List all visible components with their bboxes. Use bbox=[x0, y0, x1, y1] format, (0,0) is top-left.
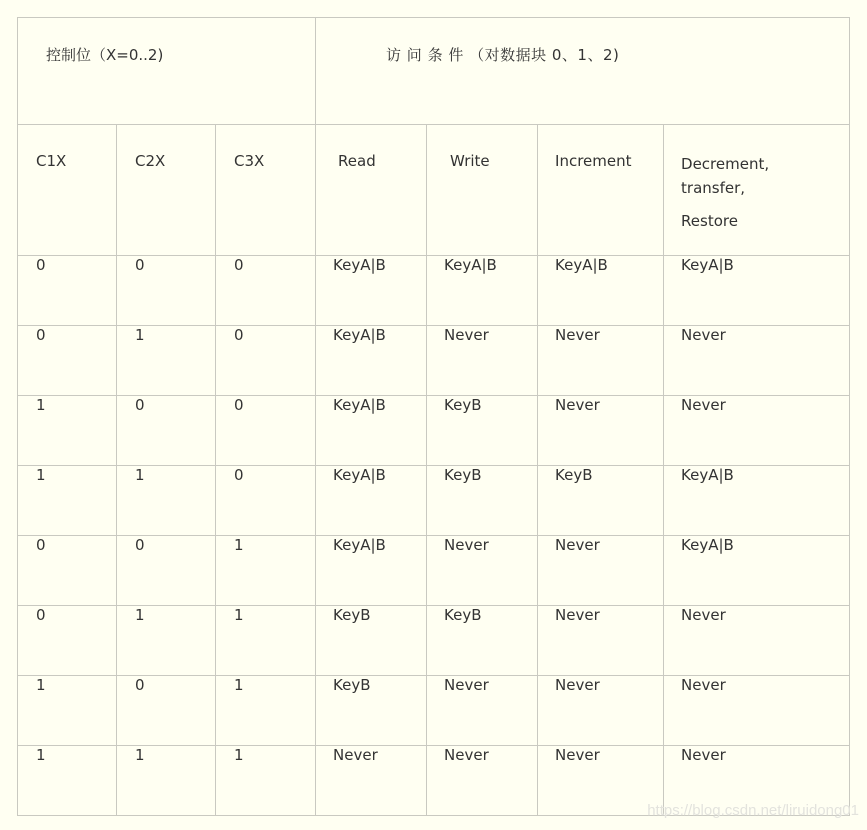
table-cell-c2: 1 bbox=[117, 606, 216, 676]
table-cell-increment: KeyA|B bbox=[538, 256, 664, 326]
table-cell-read: KeyB bbox=[316, 606, 427, 676]
table-body bbox=[18, 256, 850, 816]
table-cell-c1: 0 bbox=[18, 606, 117, 676]
table-cell-c3: 1 bbox=[216, 746, 316, 816]
table-cell-c1: 1 bbox=[18, 676, 117, 746]
watermark: https://blog.csdn.net/liruidong01 bbox=[647, 802, 859, 819]
table-cell-c1: 1 bbox=[18, 396, 117, 466]
table-cell-c3: 0 bbox=[216, 466, 316, 536]
table-row bbox=[18, 536, 850, 606]
table-cell-read: KeyA|B bbox=[316, 256, 427, 326]
table-cell-c1: 0 bbox=[18, 256, 117, 326]
table-cell-decrement: Never bbox=[664, 396, 850, 466]
table-cell-write: Never bbox=[427, 326, 538, 396]
table-cell-write: KeyA|B bbox=[427, 256, 538, 326]
column-header-write: Write bbox=[427, 125, 538, 256]
decrement-label-line3: Restore bbox=[681, 212, 738, 230]
table-cell-write: KeyB bbox=[427, 606, 538, 676]
table-cell-increment: Never bbox=[538, 676, 664, 746]
decrement-label-line1: Decrement, bbox=[681, 155, 770, 173]
table-cell-write: Never bbox=[427, 746, 538, 816]
column-header-read: Read bbox=[316, 125, 427, 256]
table-cell-c2: 1 bbox=[117, 326, 216, 396]
table-cell-c1: 0 bbox=[18, 326, 117, 396]
table-row bbox=[18, 676, 850, 746]
table-cell-read: KeyA|B bbox=[316, 396, 427, 466]
access-conditions-table bbox=[17, 17, 850, 816]
table-cell-read: KeyA|B bbox=[316, 536, 427, 606]
table-cell-write: Never bbox=[427, 536, 538, 606]
table-cell-decrement: Never bbox=[664, 606, 850, 676]
table-cell-decrement: Never bbox=[664, 326, 850, 396]
table-cell-c3: 1 bbox=[216, 606, 316, 676]
table-cell-c2: 0 bbox=[117, 676, 216, 746]
decrement-label-line2: transfer, bbox=[681, 179, 746, 197]
table-cell-write: KeyB bbox=[427, 466, 538, 536]
column-header-c3x: C3X bbox=[216, 125, 316, 256]
table-cell-increment: Never bbox=[538, 536, 664, 606]
table-cell-c2: 0 bbox=[117, 396, 216, 466]
table-cell-increment: Never bbox=[538, 396, 664, 466]
table-row bbox=[18, 396, 850, 466]
table-row bbox=[18, 256, 850, 326]
table-header-row-top bbox=[18, 18, 850, 125]
table-cell-write: KeyB bbox=[427, 396, 538, 466]
table-row bbox=[18, 326, 850, 396]
table-cell-read: KeyA|B bbox=[316, 466, 427, 536]
column-header-increment: Increment bbox=[538, 125, 664, 256]
table-cell-c3: 0 bbox=[216, 326, 316, 396]
column-header-c2x: C2X bbox=[117, 125, 216, 256]
column-header-decrement bbox=[664, 125, 850, 256]
table-cell-read: KeyB bbox=[316, 676, 427, 746]
table-cell-c1: 1 bbox=[18, 466, 117, 536]
table-cell-read: KeyA|B bbox=[316, 326, 427, 396]
table-cell-c1: 0 bbox=[18, 536, 117, 606]
table-row bbox=[18, 466, 850, 536]
table-cell-increment: Never bbox=[538, 746, 664, 816]
table-cell-c3: 1 bbox=[216, 536, 316, 606]
table-cell-decrement: Never bbox=[664, 746, 850, 816]
column-header-c1x: C1X bbox=[18, 125, 117, 256]
table-cell-decrement: KeyA|B bbox=[664, 466, 850, 536]
table-cell-write: Never bbox=[427, 676, 538, 746]
table-cell-c3: 0 bbox=[216, 256, 316, 326]
table-cell-increment: KeyB bbox=[538, 466, 664, 536]
table-cell-c2: 0 bbox=[117, 256, 216, 326]
table-cell-decrement: KeyA|B bbox=[664, 536, 850, 606]
table-cell-c2: 1 bbox=[117, 746, 216, 816]
table-cell-c2: 1 bbox=[117, 466, 216, 536]
table-cell-c2: 0 bbox=[117, 536, 216, 606]
table-cell-increment: Never bbox=[538, 326, 664, 396]
table-cell-increment: Never bbox=[538, 606, 664, 676]
table-cell-decrement: Never bbox=[664, 676, 850, 746]
table-row bbox=[18, 606, 850, 676]
table-header-row-columns bbox=[18, 125, 850, 256]
access-conditions-header: 访 问 条 件 （对数据块 0、1、2) bbox=[316, 18, 850, 125]
table-cell-c1: 1 bbox=[18, 746, 117, 816]
table-cell-decrement: KeyA|B bbox=[664, 256, 850, 326]
table-cell-c3: 1 bbox=[216, 676, 316, 746]
table-cell-c3: 0 bbox=[216, 396, 316, 466]
table-cell-read: Never bbox=[316, 746, 427, 816]
control-bits-header: 控制位（X=0..2) bbox=[18, 18, 316, 125]
